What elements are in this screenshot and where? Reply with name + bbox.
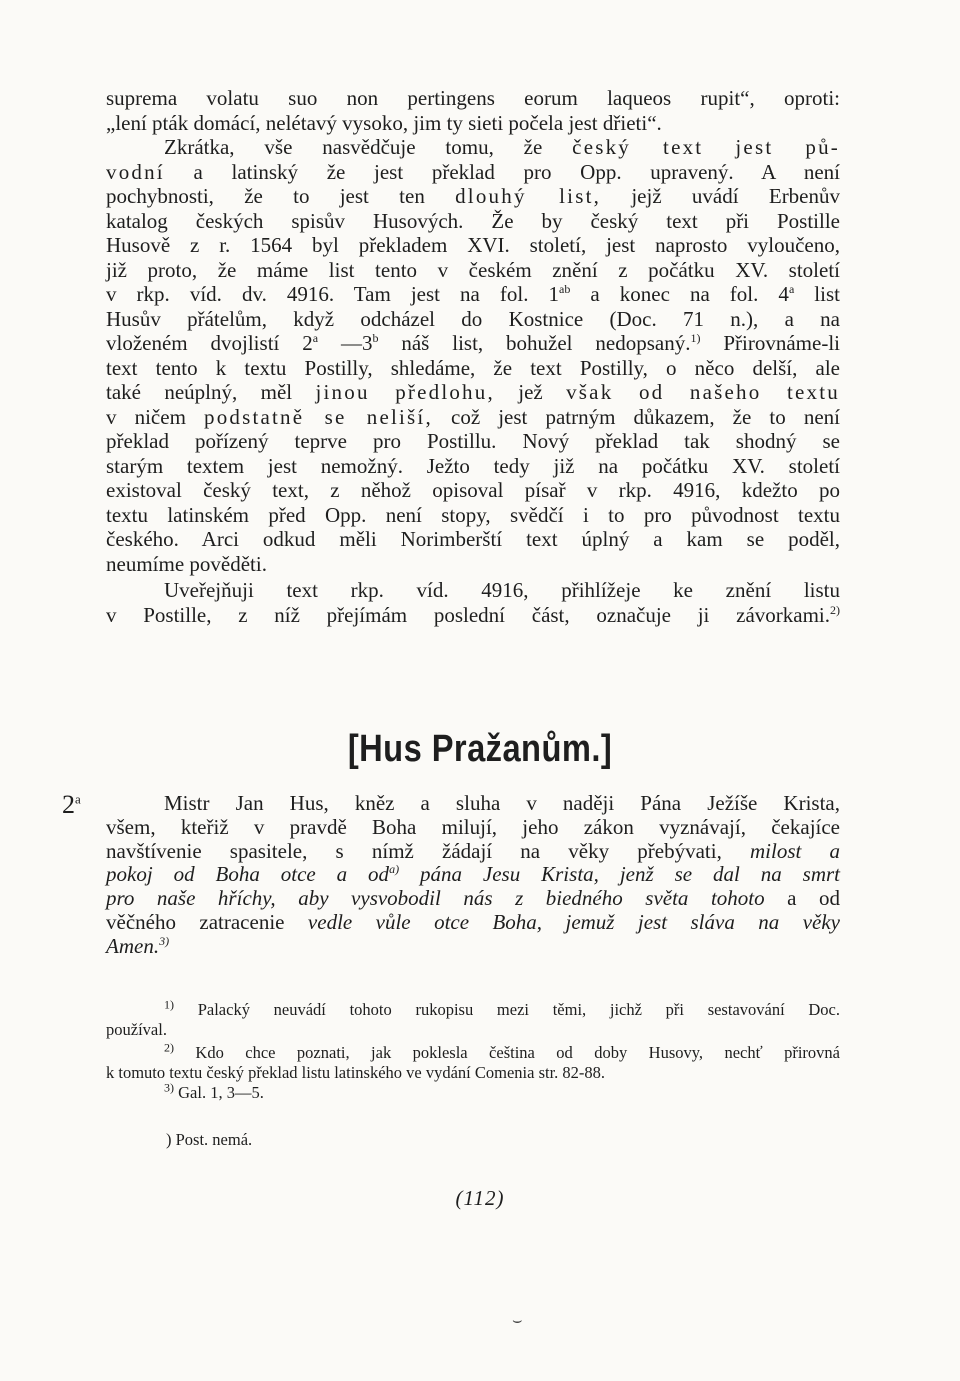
intro-paragraphs <box>106 86 840 627</box>
text-line: v ničem podstatně se neliší, což jest patrným důkazem, že to není <box>106 404 840 429</box>
text-line: v Postille, z níž přejímám poslední část, označuje ji závorkami.$^{2)}$ <box>106 602 840 627</box>
text-line: již proto, že máme list tento v českém znění z počátku XV. století <box>106 257 840 282</box>
text-line: text tento k textu Postilly, shledáme, že text Postilly, o něco delší, ale <box>106 355 840 380</box>
text-line: v rkp. víd. dv. 4916. Tam jest na fol. $1^{ab}$ a konec na fol. 4$^a$ list <box>106 282 840 306</box>
text-line: také neúplný, měl jinou předlohu, jež však od našeho textu <box>106 380 840 404</box>
footnote: používal. <box>106 1020 167 1039</box>
text-line: Zkrátka, vše nasvědčuje tomu, že český text jest pů- <box>164 135 840 159</box>
text-line: věčného zatracenie vedle vůle otce Boha, jemuž jest sláva na věky <box>106 909 840 934</box>
footnote: ) Post. nemá. <box>166 1130 253 1149</box>
page-number: (112) <box>455 1186 505 1210</box>
text-line: „lení pták domácí, nelétavý vysoko, jim ty sieti počela jest dřieti“. <box>106 110 662 135</box>
folio-margin-note: 2$^a$ <box>62 790 81 819</box>
text-line: existoval český text, z něhož opisoval písař v rkp. 4916, kdežto po <box>106 478 840 502</box>
footnote: $^{2)}$ Kdo chce poznati, jak poklesla čeština od doby Husovy, nechť přirovná <box>164 1040 840 1062</box>
text-line: katalog českých spisův Husových. Že by český text při Postille <box>106 208 840 233</box>
footnote: $^{1)}$ Palacký neuvádí tohoto rukopisu mezi těmi, jichž při sestavování Doc. <box>164 997 840 1019</box>
text-line: starým textem jest nemožný. Ježto tedy již na počátku XV. století <box>106 453 840 478</box>
text-line: vloženém dvojlistí 2$^a$ —3$^b$ náš list, bohužel nedopsaný.$^{1)}$ Přirovnáme-li <box>106 331 840 355</box>
text-line: Amen.$^{3)}$ <box>106 933 170 958</box>
spaced-emphasis: vodní <box>106 159 165 184</box>
text-line: pochybnosti, že to jest ten dlouhý list, jejž uvádí Erbenův <box>106 184 841 208</box>
text-line: Husově z r. 1564 byl překladem XVI. století, jest naprosto vyloučeno, <box>106 233 840 257</box>
footnote-ref: 3) <box>159 933 170 948</box>
text-line: suprema volatu suo non pertingens eorum laqueos rupit“, oproti: <box>106 86 840 110</box>
text-line: textu latinském před Opp. není stopy, svědčí i to pro původnost textu <box>106 502 840 527</box>
text-line: překlad pořízený teprve pro Postillu. Nový překlad tak shodný se <box>106 429 840 453</box>
text-line: všem, kteřiž v pravdě Boha milují, jeho zákon vyznávají, čekajíce <box>106 814 840 839</box>
footnote: $^{3)}$ Gal. 1, 3—5. <box>164 1080 264 1102</box>
text-line: Uveřejňuji text rkp. víd. 4916, přihlížeje ke znění listu <box>164 578 840 602</box>
footnote-ref: 2) <box>830 602 840 617</box>
text-line: pokoj od Boha otce a $od^{a)}$ pána Jesu Krista, jenž se dal na smrt <box>106 862 840 887</box>
footnotes <box>106 997 840 1149</box>
footnote-ref: 1) <box>690 331 701 345</box>
spaced-emphasis: český text jest pů- <box>572 135 840 159</box>
text-line: neumíme pověděti. <box>106 551 267 576</box>
footnote: k tomuto textu český překlad listu latinského ve vydání Comenia str. 82-88. <box>106 1063 606 1082</box>
text-line: českého. Arci odkud měli Norimberští text úplný a kam se poděl, <box>106 527 840 551</box>
text-line: pro naše hříchy, aby vysvobodil nás z biedného světa tohoto a od <box>106 886 840 911</box>
letter-text <box>106 792 840 959</box>
text-line: navštívenie spasitele, s nímž žádají na věky přebývati, milost a <box>106 838 841 863</box>
text-line: vodní a latinský že jest překlad pro Opp. upravený. A není <box>106 159 840 184</box>
letter-heading: [Hus Pražanům.] <box>347 728 613 770</box>
spaced-emphasis: dlouhý list, <box>455 184 602 208</box>
text-line: Husův přátelům, když odcházel do Kostnice (Doc. 71 n.), a na <box>106 306 840 331</box>
text-line: Mistr Jan Hus, kněz a sluha v naději Pána Ježíše Krista, <box>164 791 840 815</box>
stray-mark-icon: ⌣ <box>512 1312 523 1329</box>
